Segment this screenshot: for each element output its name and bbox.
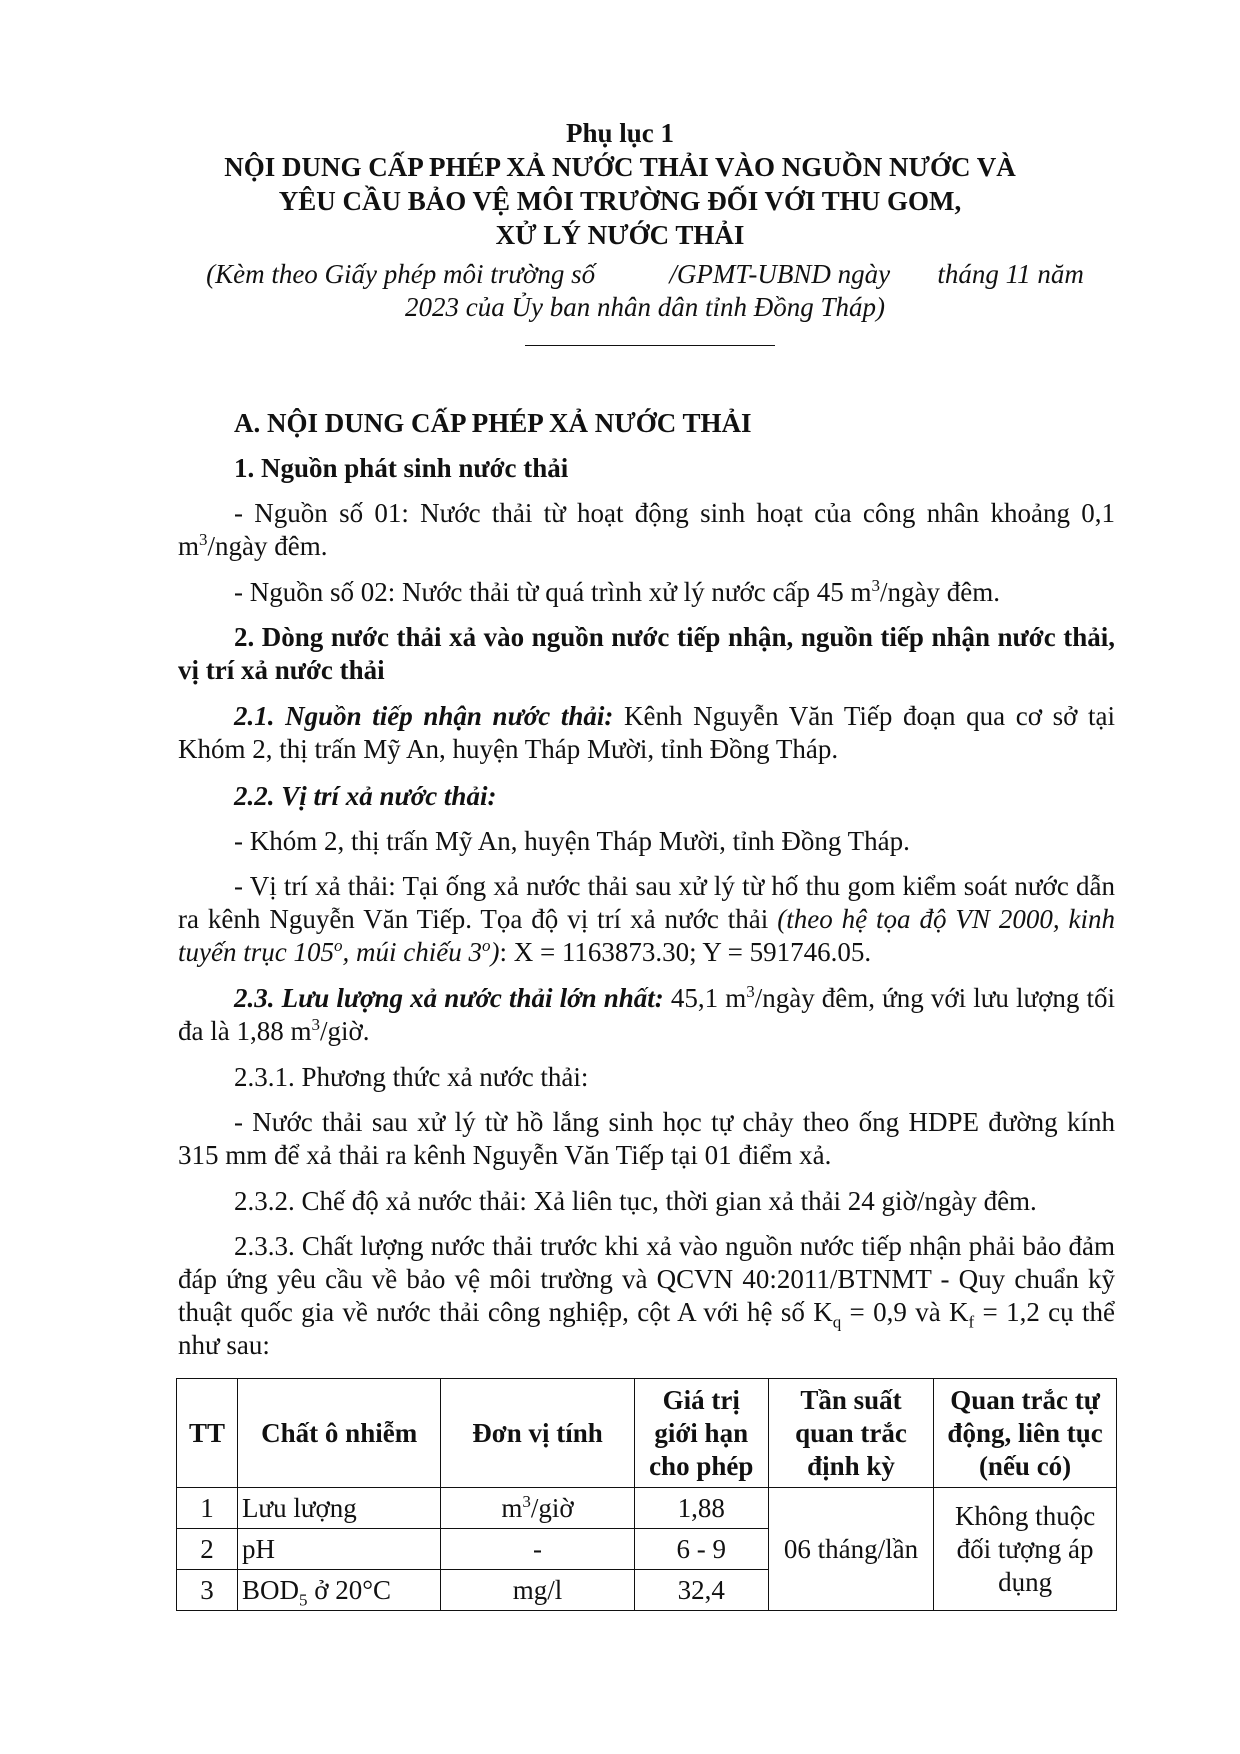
header-limit: Giá trị giới hạn cho phép: [634, 1379, 768, 1488]
header-auto-monitoring: Quan trắc tự động, liên tục (nếu có): [934, 1379, 1117, 1488]
row-pollutant: Lưu lượng: [237, 1488, 440, 1529]
row-unit: -: [441, 1529, 634, 1570]
document-title-line-3: XỬ LÝ NƯỚC THẢI: [495, 220, 745, 250]
section-2-3-paragraph: 2.3. Lưu lượng xả nước thải lớn nhất: 45,1 $m^3$/ngày đêm, ứng với lưu lượng tối đa là 1,88 $m^3$/giờ.: [178, 982, 1115, 1046]
row-limit: 32,4: [634, 1570, 768, 1611]
header-pollutant: Chất ô nhiễm: [237, 1379, 440, 1488]
row-tt: 2: [177, 1529, 238, 1570]
section-2-3-2-paragraph: 2.3.2. Chế độ xả nước thải: Xả liên tục, thời gian xả thải 24 giờ/ngày đêm.: [234, 1186, 1037, 1216]
subtitle-line-2: 2023 của Ủy ban nhân dân tỉnh Đồng Tháp): [405, 292, 885, 322]
row-tt: 1: [177, 1488, 238, 1529]
section-a-heading: A. NỘI DUNG CẤP PHÉP XẢ NƯỚC THẢI: [234, 408, 752, 438]
document-title-line-2: YÊU CẦU BẢO VỆ MÔI TRƯỜNG ĐỐI VỚI THU GOM,: [278, 186, 962, 216]
row-pollutant: pH: [237, 1529, 440, 1570]
section-2-3-1-heading: 2.3.1. Phương thức xả nước thải:: [234, 1062, 589, 1092]
section-2-2-heading: 2.2. Vị trí xả nước thải:: [234, 781, 497, 811]
pollutant-limits-table: [176, 1378, 1117, 1611]
row-limit: 6 - 9: [634, 1529, 768, 1570]
header-unit: Đơn vị tính: [441, 1379, 634, 1488]
discharge-position-paragraph: - Vị trí xả thải: Tại ống xả nước thải sau xử lý từ hố thu gom kiểm soát nước dẫn ra kênh Nguyễn Văn Tiếp. Tọa độ vị trí xả nước thải (theo hệ tọa độ VN 2000, kinh tuyến trục 105$^o$, múi chiếu 3$^o$): X = 1163873.30; Y = 591746.05.: [178, 871, 1116, 967]
section-2-heading: 2. Dòng nước thải xả vào nguồn nước tiếp nhận, nguồn tiếp nhận nước thải, vị trí xả nước thải: [178, 622, 1115, 685]
section-2-1-paragraph: 2.1. Nguồn tiếp nhận nước thải: Kênh Nguyễn Văn Tiếp đoạn qua cơ sở tại Khóm 2, thị trấn Mỹ An, huyện Tháp Mười, tỉnh Đồng Tháp.: [178, 701, 1115, 764]
discharge-location-paragraph: - Khóm 2, thị trấn Mỹ An, huyện Tháp Mười, tỉnh Đồng Tháp.: [234, 826, 910, 856]
table-header-row: [177, 1379, 1117, 1488]
frequency-cell: 06 tháng/lần: [768, 1488, 933, 1611]
row-tt: 3: [177, 1570, 238, 1611]
row-limit: 1,88: [634, 1488, 768, 1529]
section-1-heading: 1. Nguồn phát sinh nước thải: [234, 453, 569, 483]
source-2-paragraph: - Nguồn số 02: Nước thải từ quá trình xử lý nước cấp 45 $m^3$/ngày đêm.: [234, 576, 1000, 607]
appendix-label: Phụ lục 1: [565, 118, 675, 148]
section-2-3-1-paragraph: - Nước thải sau xử lý từ hồ lắng sinh học tự chảy theo ống HDPE đường kính 315 mm để xả thải ra kênh Nguyễn Văn Tiếp tại 01 điểm xả.: [178, 1107, 1115, 1170]
title-divider: [525, 345, 775, 346]
header-tt: TT: [177, 1379, 238, 1488]
subtitle-line-1: (Kèm theo Giấy phép môi trường số /GPMT-UBND ngày tháng 11 năm: [206, 259, 1084, 289]
row-unit: mg/l: [441, 1570, 634, 1611]
auto-monitoring-cell: Không thuộc đối tượng áp dụng: [934, 1488, 1117, 1611]
header-frequency: Tần suất quan trắc định kỳ: [768, 1379, 933, 1488]
section-2-3-3-paragraph: 2.3.3. Chất lượng nước thải trước khi xả vào nguồn nước tiếp nhận phải bảo đảm đáp ứng yêu cầu về bảo vệ môi trường và QCVN 40:2011/BTNMT - Quy chuẩn kỹ thuật quốc gia về nước thải công nghiệp, cột A với hệ số $K_q = 0,9$ và $K_f = 1,2$ cụ thể như sau:: [178, 1231, 1115, 1360]
source-1-paragraph: - Nguồn số 01: Nước thải từ hoạt động sinh hoạt của công nhân khoảng 0,1 $m^3$/ngày đêm.: [178, 498, 1115, 561]
document-title-line-1: NỘI DUNG CẤP PHÉP XẢ NƯỚC THẢI VÀO NGUỒN NƯỚC VÀ: [224, 152, 1016, 182]
table-row: [177, 1488, 1117, 1529]
row-pollutant: $BOD_5$ ở 20°C: [237, 1570, 440, 1611]
row-unit: $m^3$/giờ: [441, 1488, 634, 1529]
